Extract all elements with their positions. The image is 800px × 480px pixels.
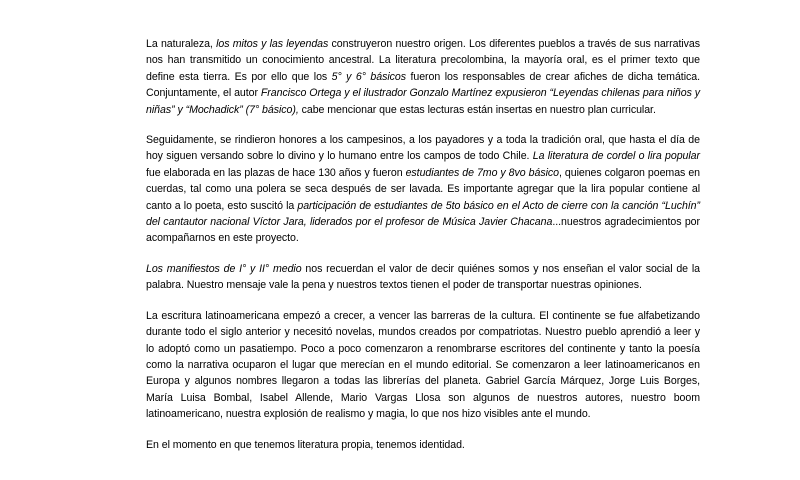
italic-segment: La literatura de cordel o lira popular	[532, 150, 701, 163]
paragraph-mitos-leyendas	[146, 36, 700, 118]
text-segment: La naturaleza,	[146, 38, 217, 50]
text-segment: Seguidamente, se rindieron honores a los campesinos, a los payadores y a toda la tradición oral, que hasta el día de hoy siguen versando sobre lo divino y lo humano entre los campos de todo Chile.	[146, 134, 700, 163]
text-segment: nos recuerdan el valor de decir quiénes somos y nos enseñan el valor social de la palabra. Nuestro mensaje vale la pena y nuestros textos tienen el poder de transportar nuestras opiniones.	[146, 262, 701, 292]
text-segment: La escritura latinoamericana empezó a crecer, a vencer las barreras de la cultura. El continente se fue alfabetizando durante todo el siglo anterior y necesitó novelas, mundos creados por compatriotas. Nuestro pueblo aprendió a leer y lo adoptó como un pasatiempo. Poco a poco comenzaron a renombrarse escritores del continente y tanto la poesía como la narrativa ocuparon el lugar que merecían en el mundo editorial. Se comenzaron a leer latinoamericanos en Europa y algunos nombres llegaron a todas las librerías del planeta. Gabriel García Márquez, Jorge Luis Borges, María Luisa Bombal, Isabel Allende, Mario Vargas Llosa son algunos de nuestros autores, nuestro boom latinoamericano, nuestra explosión de realismo y magia, lo que nos hizo visibles ante el mundo.	[146, 309, 700, 421]
italic-segment: participación de estudiantes de 5to básico en el Acto de cierre con la canción “Luchín” del cantautor nacional Víctor Jara, liderados por el profesor de Música Javier Chacana	[146, 199, 700, 229]
italic-segment: Francisco Ortega y el ilustrador Gonzalo Martínez expusieron “Leyendas chilenas para niños y niñas” y “Mochadick” (7° básico),	[146, 87, 700, 116]
italic-segment: los mitos y las leyendas	[216, 38, 329, 50]
paragraph-manifiestos	[146, 261, 700, 294]
paragraph-identidad	[146, 437, 700, 453]
italic-segment: 5° y 6° básicos	[331, 70, 406, 83]
text-segment: construyeron nuestro origen. Los diferentes pueblos a través de sus narrativas nos han transmitido un conocimiento ancestral. La literatura precolombina, la mayoría oral, es el primer texto que define esta tierra. Es por ello que los	[146, 38, 700, 83]
text-segment: ...nuestros agradecimientos por acompañarnos en este proyecto.	[146, 216, 700, 245]
text-segment: , quienes colgaron poemas en cuerdas, tal como una polera se seca después de ser lavada. Es importante agregar que la lira popular contiene al canto a lo poeta, esto suscitó la	[146, 166, 701, 212]
text-segment: En el momento en que tenemos literatura propia, tenemos identidad.	[146, 438, 465, 451]
paragraph-escritura-latinoamericana	[146, 308, 700, 423]
text-segment: cabe mencionar que estas lecturas están insertas en nuestro plan curricular.	[298, 103, 656, 116]
document-page	[146, 36, 700, 467]
text-segment: fueron los responsables de crear afiches de dicha temática. Conjuntamente, el autor	[146, 70, 700, 100]
paragraph-lira-popular	[146, 132, 700, 247]
text-segment: fue elaborada en las plazas de hace 130 años y fueron	[146, 166, 406, 179]
italic-segment: Los manifiestos de I° y II° medio	[146, 262, 302, 275]
italic-segment: estudiantes de 7mo y 8vo básico	[405, 166, 559, 179]
